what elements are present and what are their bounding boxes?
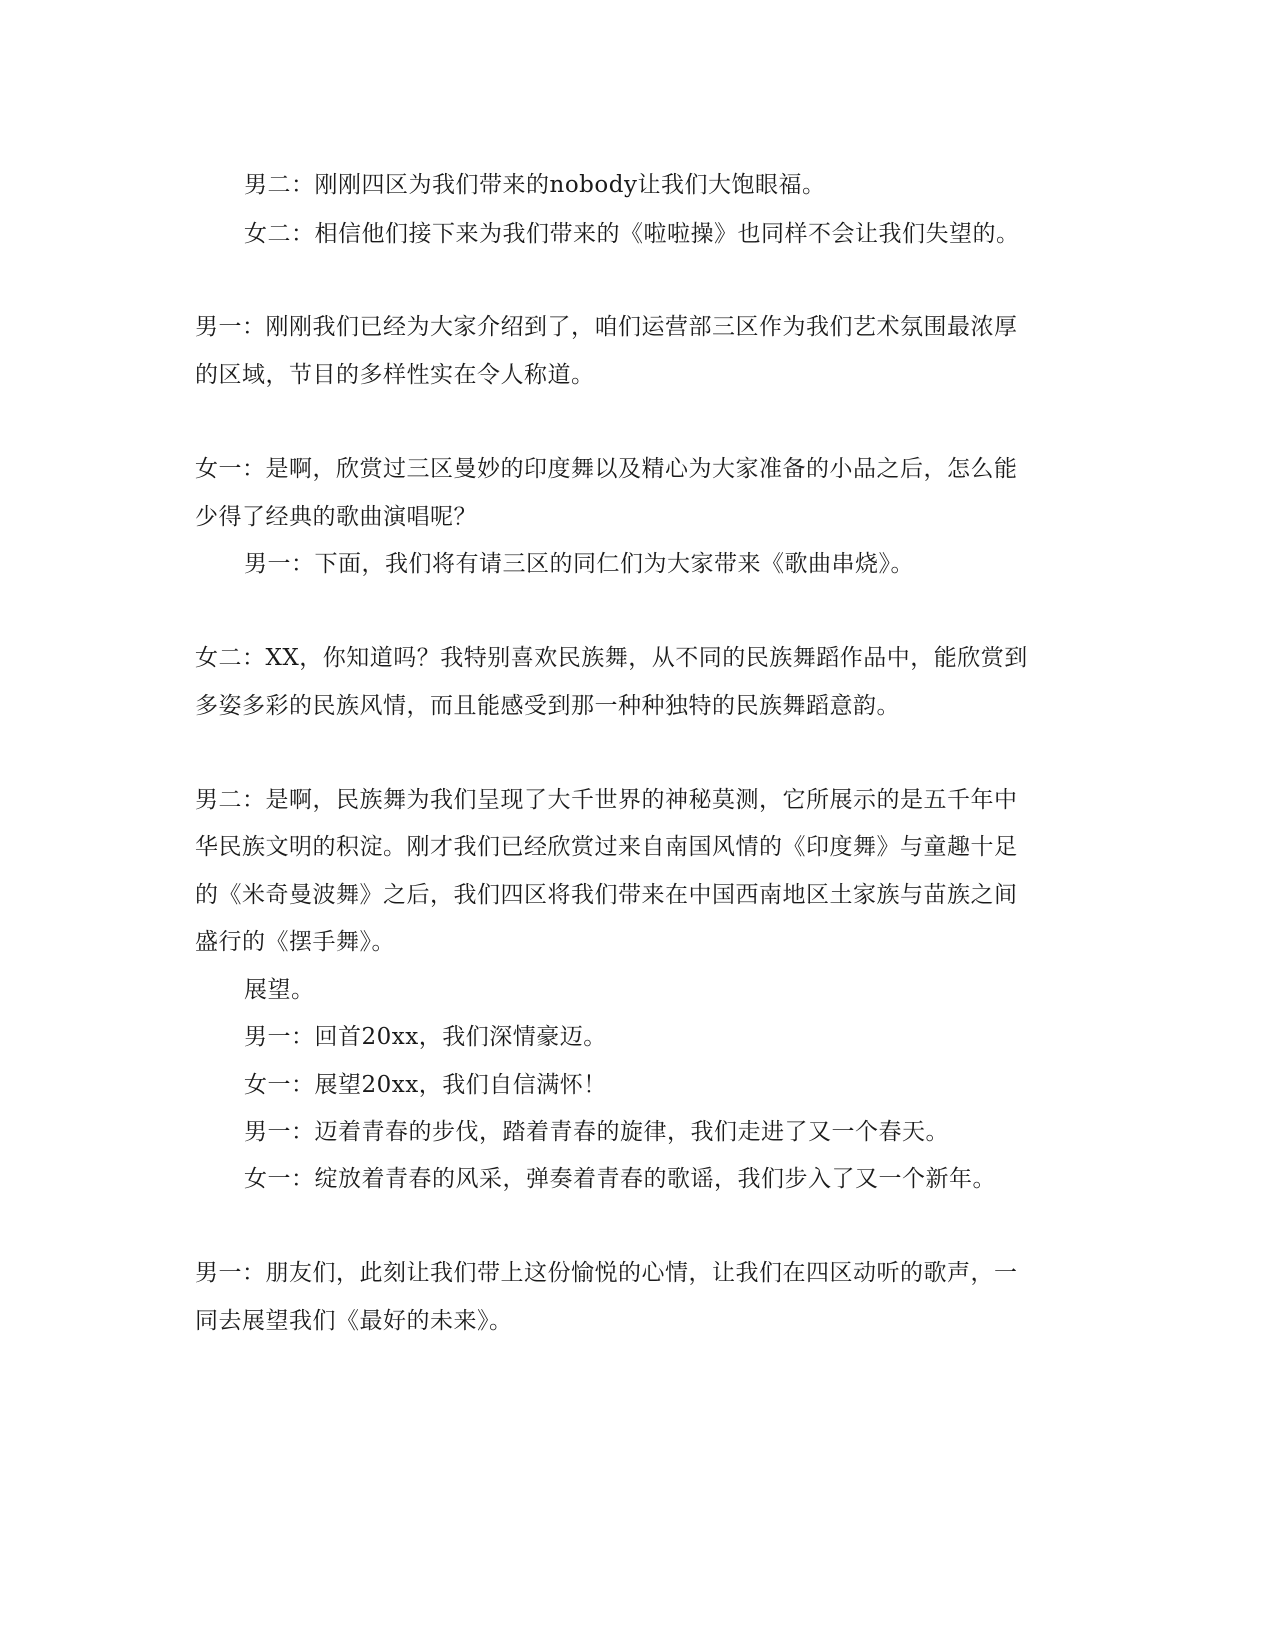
text-line: 女二：相信他们接下来为我们带来的《啦啦操》也同样不会让我们失望的。 [244,221,1020,247]
text-line: 女一：是啊，欣赏过三区曼妙的印度舞以及精心为大家准备的小品之后，怎么能 [195,456,1018,482]
text-line: 男二：刚刚四区为我们带来的nobody让我们大饱眼福。 [244,172,826,198]
text-line: 的《米奇曼波舞》之后，我们四区将我们带来在中国西南地区土家族与苗族之间 [195,882,1018,908]
text-line: 女一：展望20xx，我们自信满怀！ [244,1072,607,1098]
text-line: 华民族文明的积淀。刚才我们已经欣赏过来自南国风情的《印度舞》与童趣十足 [195,834,1018,860]
text-line: 男一：迈着青春的步伐，踏着青春的旋律，我们走进了又一个春天。 [244,1119,949,1145]
text-line: 多姿多彩的民族风情，而且能感受到那一种种独特的民族舞蹈意韵。 [195,693,900,719]
text-line: 男一：刚刚我们已经为大家介绍到了，咱们运营部三区作为我们艺术氛围最浓厚 [195,314,1018,340]
text-line: 的区域，节目的多样性实在令人称道。 [195,362,595,388]
text-line: 同去展望我们《最好的未来》。 [195,1308,513,1334]
text-line: 女一：绽放着青春的风采，弹奏着青春的歌谣，我们步入了又一个新年。 [244,1166,996,1192]
text-line: 盛行的《摆手舞》。 [195,929,395,955]
text-line: 女二：XX，你知道吗？我特别喜欢民族舞，从不同的民族舞蹈作品中，能欣赏到 [195,645,1028,671]
text-line: 男一：下面，我们将有请三区的同仁们为大家带来《歌曲串烧》。 [244,551,914,577]
text-line: 少得了经典的歌曲演唱呢？ [195,504,477,530]
text-line: 展望。 [244,977,315,1003]
text-line: 男二：是啊，民族舞为我们呈现了大千世界的神秘莫测，它所展示的是五千年中 [195,787,1018,813]
text-line: 男一：朋友们，此刻让我们带上这份愉悦的心情，让我们在四区动听的歌声，一 [195,1260,1018,1286]
text-line: 男一：回首20xx，我们深情豪迈。 [244,1024,607,1050]
